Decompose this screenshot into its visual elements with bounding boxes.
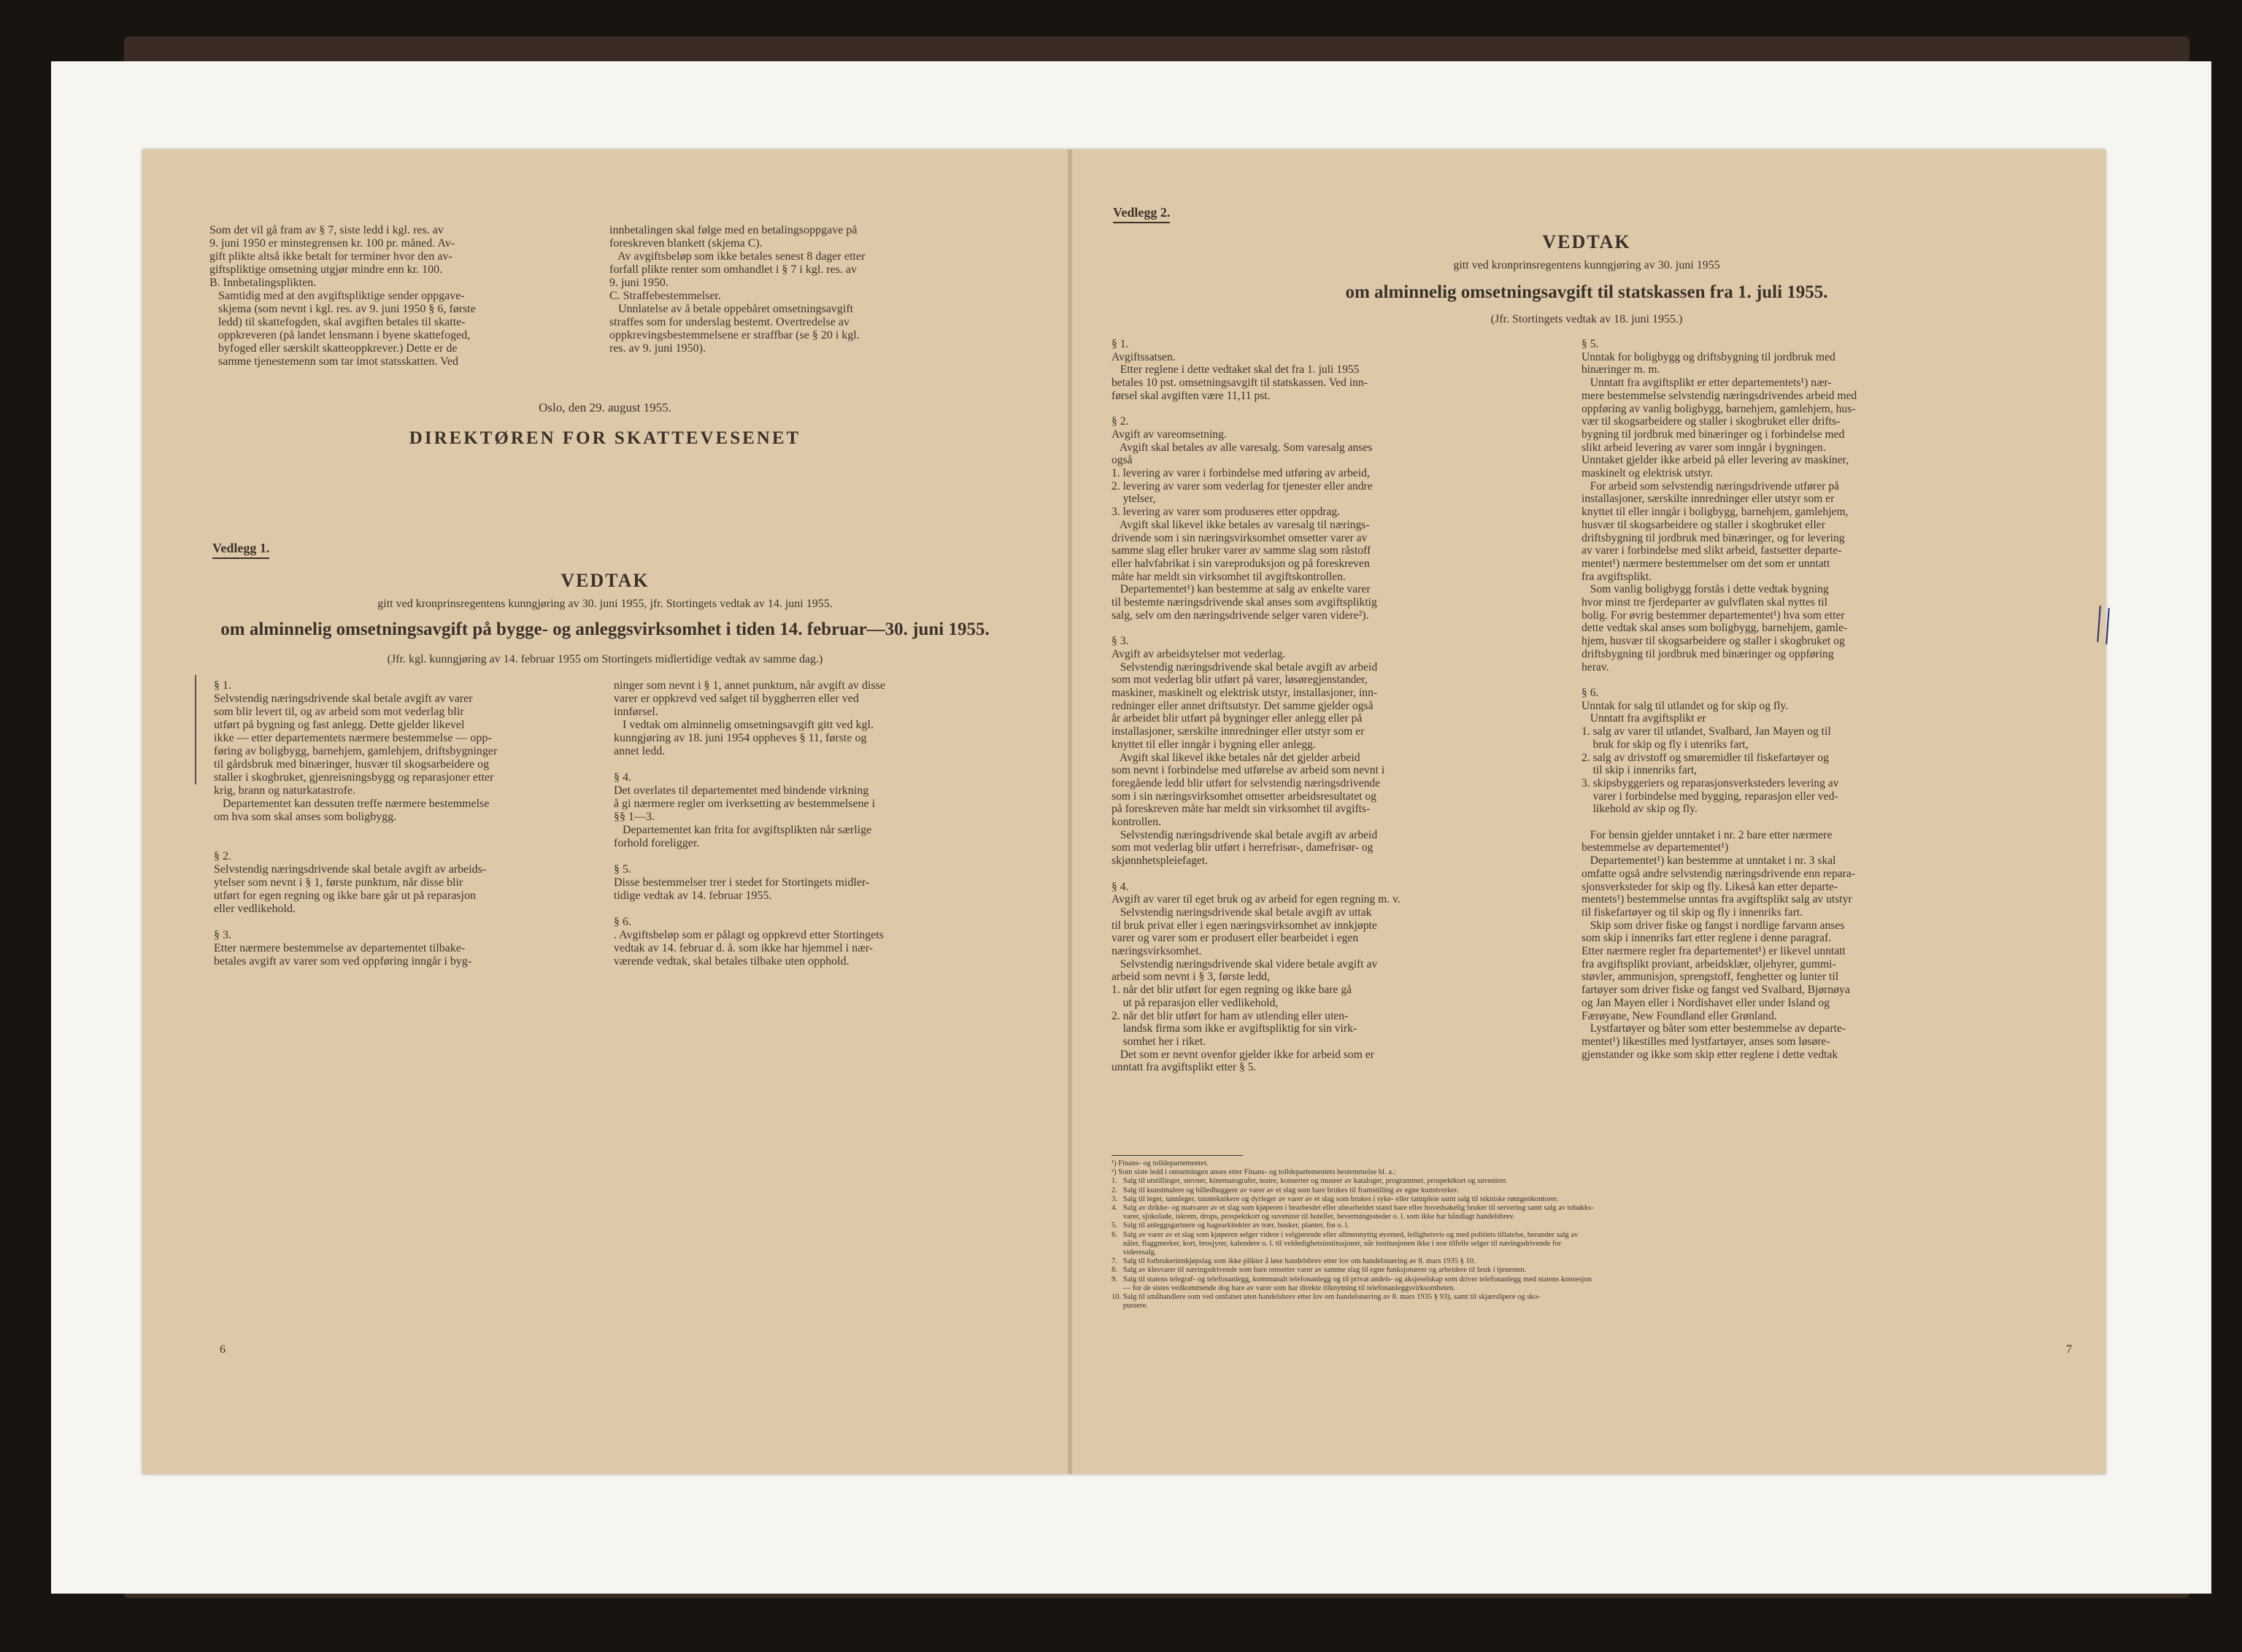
vedtak-1-subtitle: gitt ved kronprinsregentens kunngjøring av 30. juni 1955, jfr. Stortingets vedtak av 14. juni 1955. xyxy=(377,598,833,610)
document-spread xyxy=(142,150,2106,1474)
page-number-left: 6 xyxy=(220,1343,226,1356)
vedtak-heading-1: VEDTAK xyxy=(560,570,650,591)
vedtak-2-column-1: § 1. Avgiftssatsen. Etter reglene i dette vedtaket skal det fra 1. juli 1955 betales 10 pst. omsetningsavgift til statskassen. Ved inn- førsel skal avgiften være 11,11 pst. § 2. Avgift av vareomsetning. Avgift skal betales av alle varesalg. Som varesalg anses også 1. levering av varer i forbindelse med utføring av arbeid, 2. levering av varer som vederlag for tjenester eller andre ytelser, 3. levering av varer som produseres etter oppdrag. Avgift skal likevel ikke betales av varesalg til nærings- drivende som i sin næringsvirksomhet omsetter varer av samme slag eller bruker varer av samme slag som råstoff eller halvfabrikat i sin vareproduksjon og på foreskreven måte har meldt sin virksomhet til avgiftskontrollen. Departementet¹) kan bestemme at salg av enkelte varer til bestemte næringsdrivende skal anses som avgiftspliktig salg, selv om den næringsdrivende selger varen videre²). § 3. Avgift av arbeidsytelser mot vederlag. Selvstendig næringsdrivende skal betale avgift av arbeid som mot vederlag blir utført på varer, løsøregjenstander, maskiner, maskinelt og elektrisk utstyr, installasjoner, inn- redninger eller annet driftsutstyr. Det samme gjelder også år arbeidet blir utført på bygninger eller anlegg eller på installasjoner, særskilte innredninger eller utstyr som er knyttet til eller inngår i bygning eller anlegg. Avgift skal likevel ikke betales når det gjelder arbeid som nevnt i forbindelse med utførelse av arbeid som nevnt i foregående ledd blir utført for selvstendig næringsdrivende som i sin næringsvirksomhet omsetter arbeidsresultatet og på foreskreven måte har meldt sin virksomhet til avgifts- kontrollen. Selvstendig næringsdrivende skal betale avgift av arbeid som mot vederlag blir utført i herrefrisør-, damefrisør- og skjønnhetspleiefaget. § 4. Avgift av varer til eget bruk og av arbeid for egen regning m. v. Selvstendig næringsdrivende skal betale avgift av uttak til bruk privat eller i egen næringsvirksomhet av innkjøpte varer og varer som er produsert eller bearbeidet i egen næringsvirksomhet. Selvstendig næringsdrivende skal videre betale avgift av arbeid som nevnt i § 3, første ledd, 1. når det blir utført for egen regning og ikke bare gå ut på reparasjon eller vedlikehold, 2. når det blir utført for ham av utlending eller uten- landsk firma som ikke er avgiftspliktig for sin virk- somhet her i riket. Det som er nevnt ovenfor gjelder ikke for arbeid som er unntatt fra avgiftsplikt etter § 5. xyxy=(1112,338,1401,1074)
vedtak-1-title: om alminnelig omsetningsavgift på bygge- og anleggsvirksomhet i tiden 14. februar—30. juni 1955. xyxy=(220,620,990,639)
vedlegg-1-label: Vedlegg 1. xyxy=(212,541,269,559)
right-page xyxy=(1068,150,2106,1474)
left-top-column-1: Som det vil gå fram av § 7, siste ledd i kgl. res. av 9. juni 1950 er minstegrensen kr. 100 pr. måned. Av- gift plikte altså ikke betalt for terminer hvor den av- giftspliktige omsetning utgjør mindre enn kr. 100. B. Innbetalingsplikten. Samtidig med at den avgiftspliktige sender oppgave- skjema (som nevnt i kgl. res. av 9. juni 1950 § 6, første ledd) til skattefogden, skal avgiften betales til skatte- oppkreveren (på landet lensmann i byene skattefoged, byfoged eller særskilt skatteoppkrever.) Dette er de samme tjenestemenn som tar imot statsskatten. Ved xyxy=(209,224,476,368)
vedtak-2-reference: (Jfr. Stortingets vedtak av 18. juni 1955.) xyxy=(1490,313,1683,325)
margin-bracket-mark xyxy=(195,675,196,784)
footnotes: ¹) Finans- og tolldepartementet. ²) Som siste ledd i omsetningen anses etter Finans- og tolldepartementets bestemmelse bl. a.: 1. Salg til utstillinger, stevner, kinematografer, teatre, konserter og museer av kataloger, programmer, prospektkort og suvenirer. 2. Salg til kunstmalere og billedhuggere av varer av et slag som bare brukes til framstilling av egne kunstverker. 3. Salg til leger, tannleger, tannteknikere og dyrleger av varer av et slag som brukes i syke- eller tannpleie samt salg til tekniske røntgenkontorer. 4. Salg av drikke- og matvarer av et slag som kjøperen i bearbeidet eller ubearbeidet stand bare eller hovedsakelig bruker til servering samt salg av tobakks- varer, sjokolade, iskrem, drops, prospektkort og suvenirer til hoteller, bevertningssteder o. l. som ikke har båndlagt handelsbrev. 5. Salg til anleggsgartnere og hagearkitekter av trær, busker, planter, frø o. l. 6. Salg av varer av et slag som kjøperen selger videre i velgjørende eller allmennyttig øyemed, leilighetsvis og med politiets tillatelse, herunder salg av nåler, flaggmerker, kort, brosjyrer, kalendere o. l. til veldedighetsinstitusjoner, når institusjonen ikke i noe tilfelle selger til næringsdrivende for videresalg. 7. Salg til forbrukerinnkjøpslag som ikke plikter å løse handelsbrev etter lov om handelsnæring av 8. mars 1935 § 10. 8. Salg av klesvarer til næringsdrivende som bare omsetter varer av samme slag til egne funksjonærer og arbeidere til bruk i tjenesten. 9. Salg til statens telegraf- og telefonanlegg, kommunalt telefonanlegg og til privat andels- og aksjeselskap som driver telefonanlegg med statens konsesjon — for de sistes vedkommende dog bare av varer som har direkte tilknytning til telefonanleggsvirksomheten. 10. Salg til småhandlere som ved omfatset uten handelsbrev etter lov om handelsnæring av 8. mars 1935 § 93), samt til skjærslipere og sko- pussere. xyxy=(1112,1159,1594,1311)
footnote-rule xyxy=(1112,1155,1243,1156)
date-line: Oslo, den 29. august 1955. xyxy=(539,401,671,414)
vedtak-2-subtitle: gitt ved kronprinsregentens kunngjøring av 30. juni 1955 xyxy=(1453,259,1720,271)
vedtak-heading-2: VEDTAK xyxy=(1542,231,1631,252)
page-gutter xyxy=(1068,150,1072,1474)
vedtak-1-column-2: ninger som nevnt i § 1, annet punktum, når avgift av disse varer er oppkrevd ved salget til byggherren eller ved innførsel. I vedtak om alminnelig omsetningsavgift gitt ved kgl. kunngjøring av 18. juni 1954 oppheves § 11, første og annet ledd. § 4. Det overlates til departementet med bindende virkning å gi nærmere regler om iverksetting av bestemmelsene i §§ 1—3. Departementet kan frita for avgiftsplikten når særlige forhold foreligger. § 5. Disse bestemmelser trer i stedet for Stortingets midler- tidige vedtak av 14. februar 1955. § 6. . Avgiftsbeløp som er pålagt og oppkrevd etter Stortingets vedtak av 14. februar d. å. som ikke har hjemmel i nær- værende vedtak, skal betales tilbake uten opphold. xyxy=(614,679,885,968)
vedtak-1-column-1: § 1. Selvstendig næringsdrivende skal betale avgift av varer som blir levert til, og av arbeid som mot vederlag blir utført på bygning og fast anlegg. Dette gjelder likevel ikke — etter departementets nærmere bestemmelse — opp- føring av boligbygg, barnehjem, gamlehjem, driftsbygninger til gårdsbruk med binæringer, husvær til skogsarbeidere og staller i skogbruket, gjenreisningsbygg og reparasjoner etter krig, brann og naturkatastrofe. Departementet kan dessuten treffe nærmere bestemmelse om hva som skal anses som boligbygg. § 2. Selvstendig næringsdrivende skal betale avgift av arbeids- ytelser som nevnt i § 1, første punktum, når disse blir utført for egen regning og ikke bare går ut på reparasjon eller vedlikehold. § 3. Etter nærmere bestemmelse av departementet tilbake- betales avgift av varer som ved oppføring inngår i byg- xyxy=(214,679,498,968)
director-signature: DIREKTØREN FOR SKATTEVESENET xyxy=(409,428,801,448)
left-top-column-2: innbetalingen skal følge med en betalingsoppgave på foreskreven blankett (skjema C). Av avgiftsbeløp som ikke betales senest 8 dager etter forfall plikte renter som omhandlet i § 7 i kgl. res. av 9. juni 1950. C. Straffebestemmelser. Unnlatelse av å betale oppebåret omsetningsavgift straffes som for underslag bestemt. Overtredelse av oppkrevingsbestemmelsene er straffbar (se § 20 i kgl. res. av 9. juni 1950). xyxy=(609,224,866,355)
vedtak-1-reference: (Jfr. kgl. kunngjøring av 14. februar 1955 om Stortingets midlertidige vedtak av samme dag.) xyxy=(387,653,823,665)
vedlegg-2-label: Vedlegg 2. xyxy=(1113,205,1170,223)
page-number-right: 7 xyxy=(2066,1343,2072,1356)
vedtak-2-title: om alminnelig omsetningsavgift til statskassen fra 1. juli 1955. xyxy=(1345,282,1828,302)
vedtak-2-column-2: § 5. Unntak for boligbygg og driftsbygning til jordbruk med binæringer m. m. Unntatt fra avgiftsplikt er etter departementets¹) nær- mere bestemmelse selvstendig næringsdrivendes arbeid med oppføring av vanlig boligbygg, barnehjem, gamlehjem, hus- vær til skogsarbeidere og staller i skogbruket eller drifts- bygning til jordbruk med binæringer og i forbindelse med slikt arbeid levering av varer som inngår i bygningen. Unntaket gjelder ikke arbeid på eller levering av maskiner, maskinelt og elektrisk utstyr. For arbeid som selvstendig næringsdrivende utfører på installasjoner, særskilte innredninger eller utstyr som er knyttet til eller inngår i boligbygg, barnehjem, gamlehjem, husvær til skogsarbeidere og staller i skogbruket eller driftsbygning til jordbruk med binæringer, og for levering av varer i forbindelse med slikt arbeid, fastsetter departe- mentet¹) nærmere bestemmelser om det som er unntatt fra avgiftsplikt. Som vanlig boligbygg forstås i dette vedtak bygning hvor minst tre fjerdeparter av gulvflaten skal nyttes til bolig. For øvrig bestemmer departementet¹) hva som etter dette vedtak skal anses som boligbygg, barnehjem, gamle- hjem, husvær til skogsarbeidere og staller i skogbruket og driftsbygning til jordbruk med binæringer og oppføring herav. § 6. Unntak for salg til utlandet og for skip og fly. Unntatt fra avgiftsplikt er 1. salg av varer til utlandet, Svalbard, Jan Mayen og til bruk for skip og fly i utenriks fart, 2. salg av drivstoff og smøremidler til fiskefartøyer og til skip i innenriks fart, 3. skipsbyggeriers og reparasjonsverksteders levering av varer i forbindelse med bygging, reparasjon eller ved- likehold av skip og fly. For bensin gjelder unntaket i nr. 2 bare etter nærmere bestemmelse av departementet¹) Departementet¹) kan bestemme at unntaket i nr. 3 skal omfatte også andre selvstendig næringsdrivende enn repara- sjonsverksteder for skip og fly. Likeså kan etter departe- mentets¹) bestemmelse unntas fra avgiftsplikt salg av utstyr til fiskefartøyer og til skip og fly i innenriks fart. Skip som driver fiske og fangst i nordlige farvann anses som skip i innenriks fart etter reglene i denne paragraf. Etter nærmere regler fra departementet¹) er likevel unntatt fra avgiftsplikt proviant, arbeidsklær, oljehyrer, gummi- støvler, ammunisjon, sprengstoff, fenghetter og lunter til fartøyer som driver fiske og fangst ved Svalbard, Bjørnøya og Jan Mayen eller i Nordishavet eller under Island og Færøyane, New Foundland eller Grønland. Lystfartøyer og båter som etter bestemmelse av departe- mentet¹) likestilles med lystfartøyer, anses som løsøre- gjenstander og ikke som skip etter reglene i dette vedtak xyxy=(1582,338,1857,1061)
left-page xyxy=(142,150,1068,1474)
